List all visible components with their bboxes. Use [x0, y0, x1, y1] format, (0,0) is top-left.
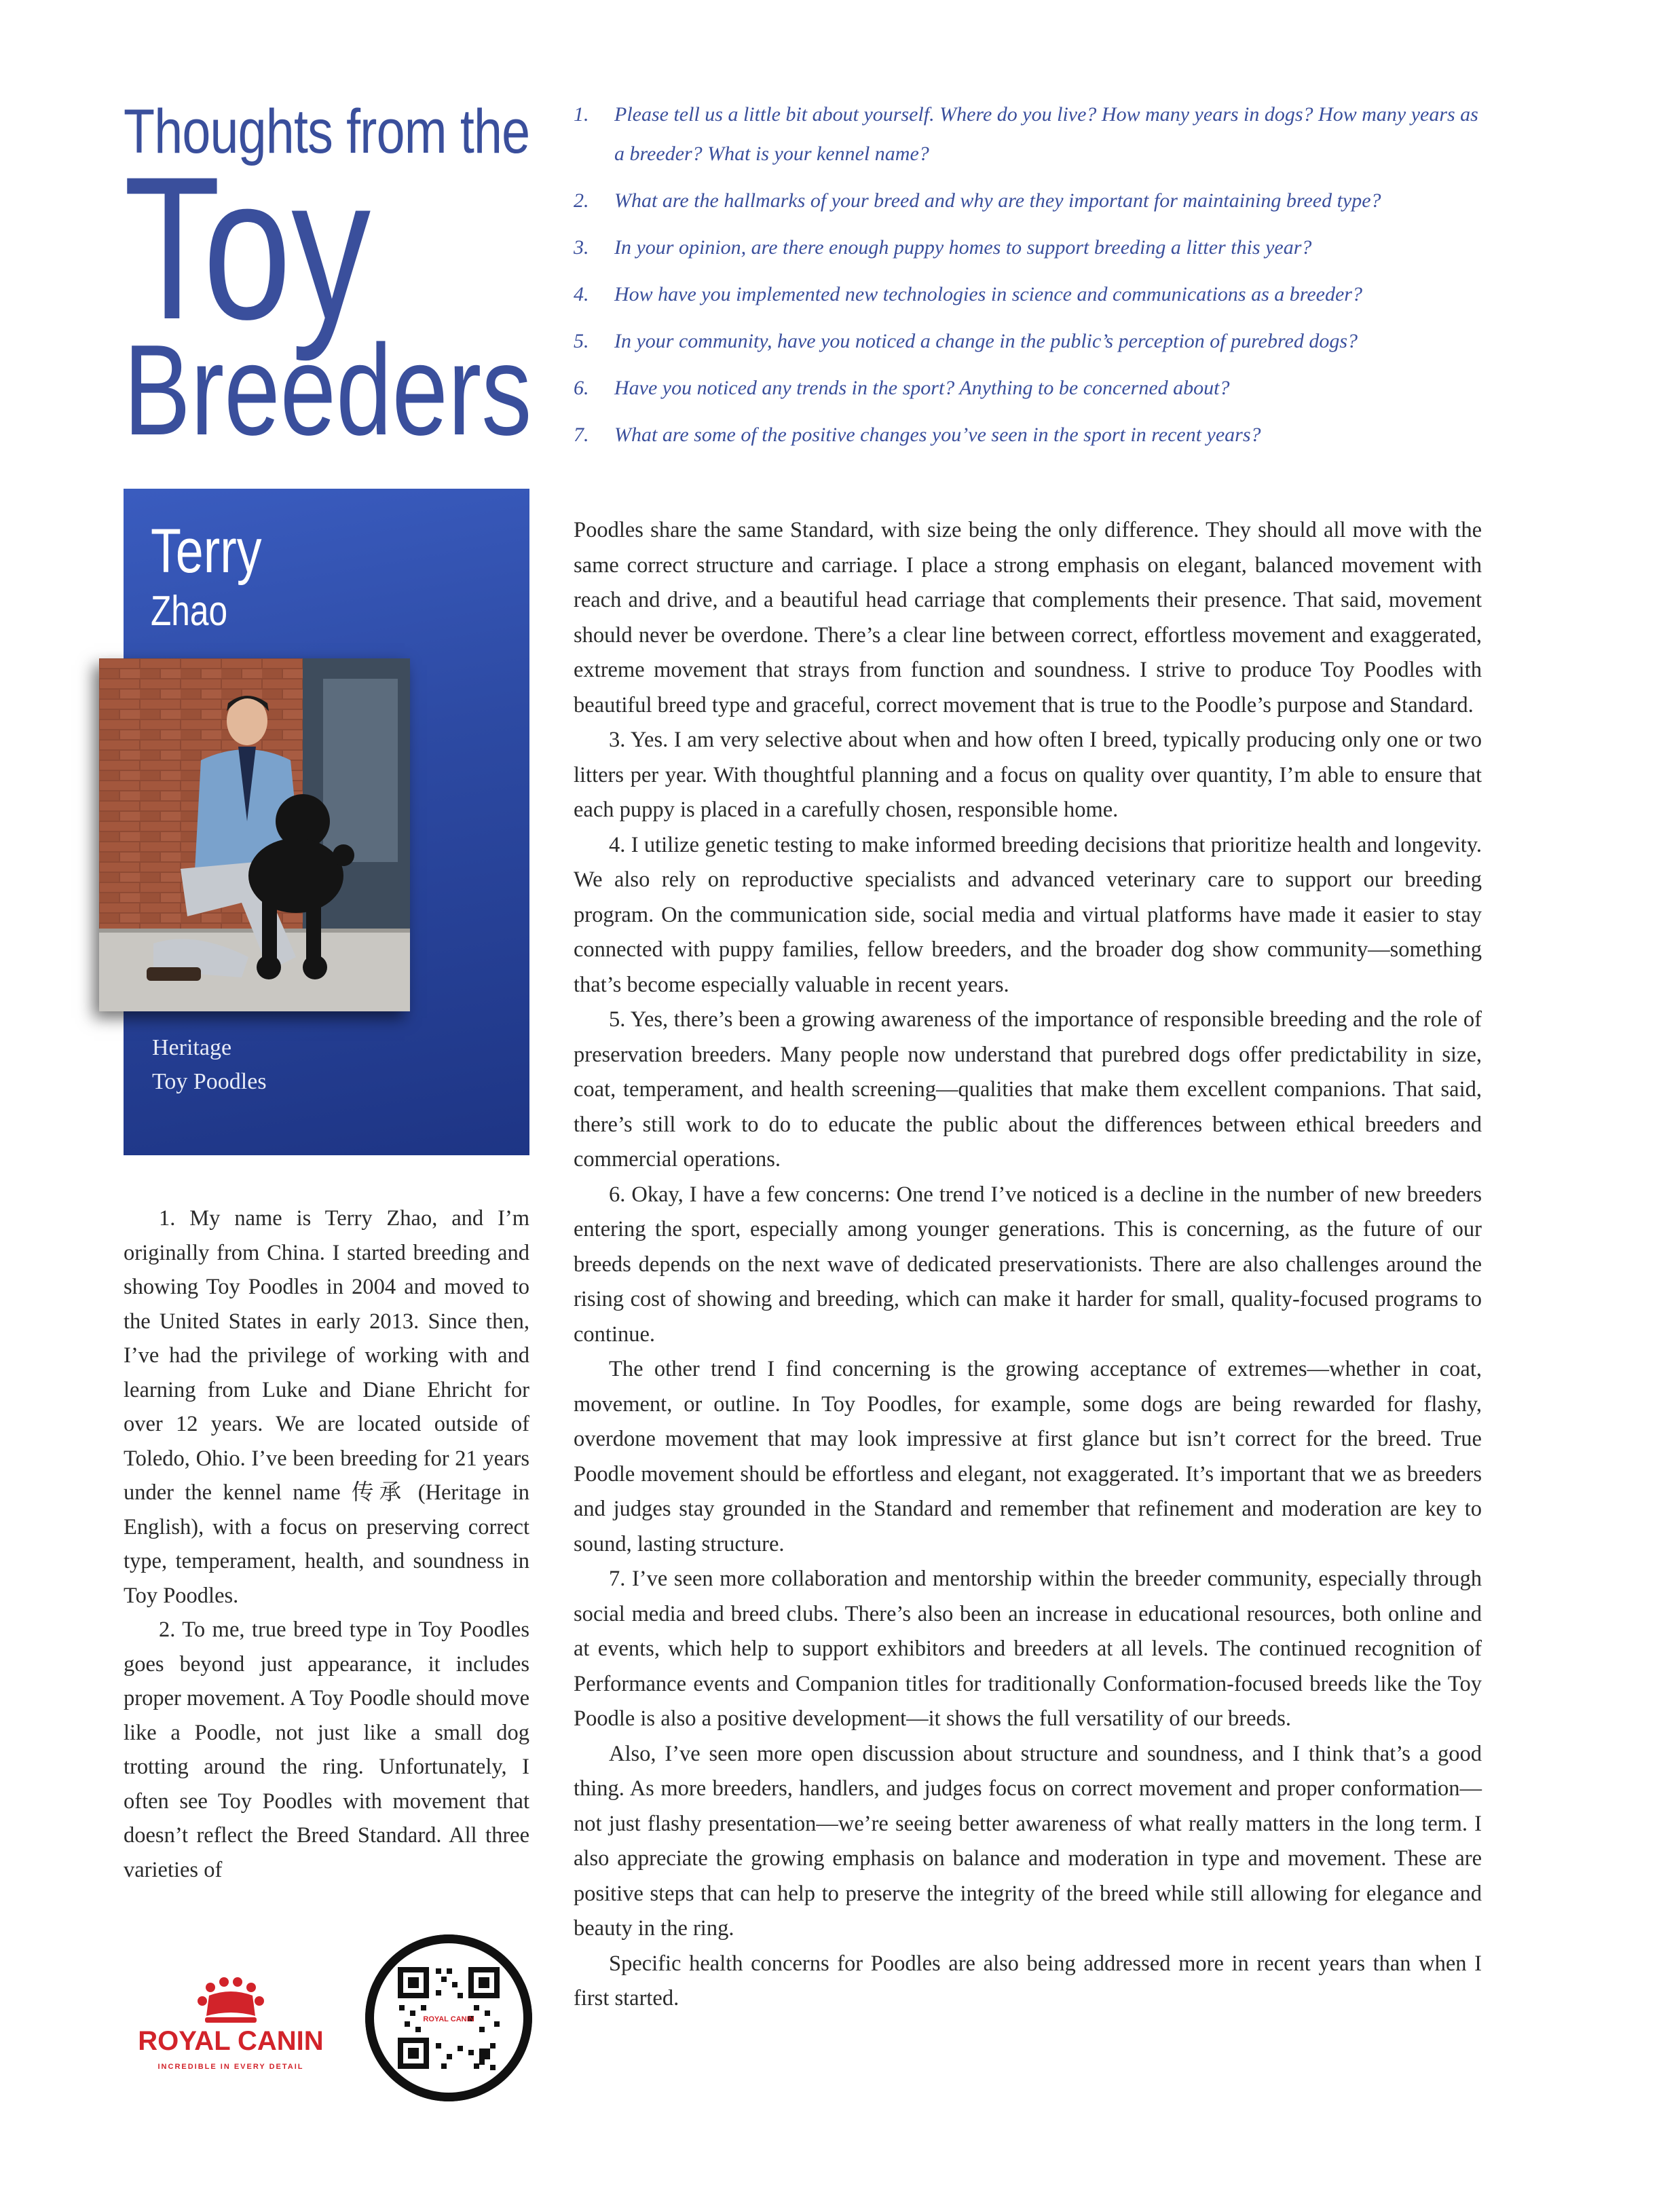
answer-paragraph: 2. To me, true breed type in Toy Poodles goes beyond just appearance, it includes proper movement. A Toy Poodle should move like a Poodle, not just like a small dog trotting around the ring. Unfortunately, I often see Toy Poodles with movement that doesn’t reflect the Breed Standard. All three varieties of — [124, 1617, 529, 1882]
brand-tagline: INCREDIBLE IN EVERY DETAIL — [157, 2063, 304, 2071]
breeder-first-name: Terry — [151, 517, 262, 586]
question-list — [574, 95, 1483, 462]
answer-paragraph: Specific health concerns for Poodles are also being addressed more in recent years than when I first started. — [574, 1951, 1482, 2010]
question-text: How have you implemented new technologies in science and communications as a breeder? — [614, 283, 1362, 305]
question-number: 7. — [574, 424, 589, 446]
answer-paragraph: 6. Okay, I have a few concerns: One trend I’ve noticed is a decline in the number of new breeders entering the sport, especially among younger generations. This is concerning, as the future of our breeds depends on the next wave of dedicated preservationists. There are also challenges around the rising cost of showing and breeding, which can make it harder for small, quality-focused programs to continue. — [574, 1182, 1482, 1347]
question-item — [574, 228, 1483, 267]
breeder-photo — [99, 658, 410, 1011]
qr-brand-label: ROYAL CANIN — [423, 2015, 474, 2023]
answer-paragraph: 7. I’ve seen more collaboration and mentorship within the breeder community, especially through social media and breed clubs. There’s also been an increase in educational resources, both online and at events, which help to support exhibitors and breeders at all levels. The continued recognition of Performance events and Companion titles for traditionally Conformation-focused breeds like the Toy Poodle is also a positive development—it shows the full versatility of our breeds. — [574, 1567, 1482, 1731]
question-number: 2. — [574, 189, 589, 212]
question-number: 1. — [574, 103, 589, 126]
royal-canin-logo — [122, 1975, 339, 2077]
question-item — [574, 275, 1483, 314]
answer-paragraph: The other trend I find concerning is the growing acceptance of extremes—whether in coat, movement, or outline. In Toy Poodles, for example, some dogs are being rewarded for flashy, overdone movement that may look impressive at first glance but isn’t correct for the breed. True Poodle movement should be effortless and elegant, not exaggerated. It’s important that we as breeders and judges stay grounded in the Standard and remember that refinement and moderation are key to sound, lasting structure. — [574, 1357, 1482, 1556]
answer-paragraph: 4. I utilize genetic testing to make informed breeding decisions that prioritize health and longevity. We also rely on reproductive specialists and advanced veterinary care to support our breeding program. On the communication side, social media and virtual platforms have made it easier to stay connected with puppy families, fellow breeders, and the broader dog show community—something that’s become especially valuable in recent years. — [574, 832, 1482, 997]
question-text: In your opinion, are there enough puppy homes to support breeding a litter this year? — [614, 236, 1312, 259]
question-text: In your community, have you noticed a change in the public’s perception of purebred dogs? — [614, 330, 1358, 352]
kennel-name-line-2: Toy Poodles — [152, 1069, 267, 1094]
question-text: What are some of the positive changes you’ve seen in the sport in recent years? — [614, 424, 1261, 446]
left-column-text — [124, 1201, 529, 1887]
answer-paragraph: Poodles share the same Standard, with size being the only difference. They should all move with the same correct structure and carriage. I place a strong emphasis on elegant, balanced movement with reach and drive, and a beautiful head carriage that complements their presence. That said, movement should never be overdone. There’s a clear line between correct, effortless movement and exaggerated, extreme movement that strays from function and soundness. I strive to produce Toy Poodles with beautiful breed type and graceful, correct movement that is true to the Poodle’s purpose and Standard. — [574, 518, 1482, 717]
question-text: What are the hallmarks of your breed and why are they important for maintaining breed type? — [614, 189, 1381, 212]
question-number: 5. — [574, 330, 589, 352]
question-item — [574, 369, 1483, 408]
breeder-last-name: Zhao — [151, 588, 228, 635]
breeder-profile-panel — [124, 489, 529, 1155]
heading-line-3: Breeders — [124, 318, 532, 462]
question-item — [574, 322, 1483, 361]
question-text: Have you noticed any trends in the sport? Anything to be concerned about? — [614, 377, 1230, 399]
question-item — [574, 95, 1483, 174]
right-column-text — [574, 513, 1482, 2017]
answer-paragraph: 1. My name is Terry Zhao, and I’m originally from China. I started breeding and showing Toy Poodles in 2004 and moved to the United States in early 2013. Since then, I’ve had the privilege of working with and learning from Luke and Diane Ehricht for over 12 years. We are located outside of Toledo, Ohio. I’ve been breeding for 21 years under the kennel name 传承 (Heritage in English), with a focus on preserving correct type, temperament, health, and soundness in Toy Poodles. — [124, 1206, 529, 1608]
question-item — [574, 181, 1483, 221]
question-text: Please tell us a little bit about yourself. Where do you live? How many years in dogs? How many years as a breeder? What is your kennel name? — [614, 103, 1478, 165]
question-number: 4. — [574, 283, 589, 305]
question-item — [574, 415, 1483, 455]
kennel-name-line-1: Heritage — [152, 1035, 232, 1060]
question-number: 3. — [574, 236, 589, 259]
qr-code[interactable] — [365, 1934, 532, 2101]
answer-paragraph: 3. Yes. I am very selective about when and how often I breed, typically producing only one or two litters per year. With thoughtful planning and a focus on quality over quantity, I’m able to ensure that each puppy is placed in a carefully chosen, responsible home. — [574, 728, 1482, 822]
answer-paragraph: 5. Yes, there’s been a growing awareness of the importance of responsible breeding and the role of preservation breeders. Many people now understand that purebred dogs offer predictability in size, coat, temperament, and health screening—qualities that make them excellent companions. That said, there’s still work to do to educate the public about the differences between ethical breeders and commercial operations. — [574, 1007, 1482, 1172]
question-number: 6. — [574, 377, 589, 399]
heading-line-1: Thoughts from the — [124, 97, 530, 166]
answer-paragraph: Also, I’ve seen more open discussion about structure and soundness, and I think that’s a good thing. As more breeders, handlers, and judges focus on correct movement and proper conformation—not just flashy presentation—we’re seeing better awareness of what really matters in the long term. I also appreciate the growing emphasis on balance and moderation in type and movement. These are positive steps that can help to preserve the integrity of the breed while still allowing for elegance and beauty in the ring. — [574, 1741, 1482, 1941]
heading-line-2: Toy — [124, 134, 371, 362]
brand-name: ROYAL CANIN — [138, 2026, 324, 2056]
